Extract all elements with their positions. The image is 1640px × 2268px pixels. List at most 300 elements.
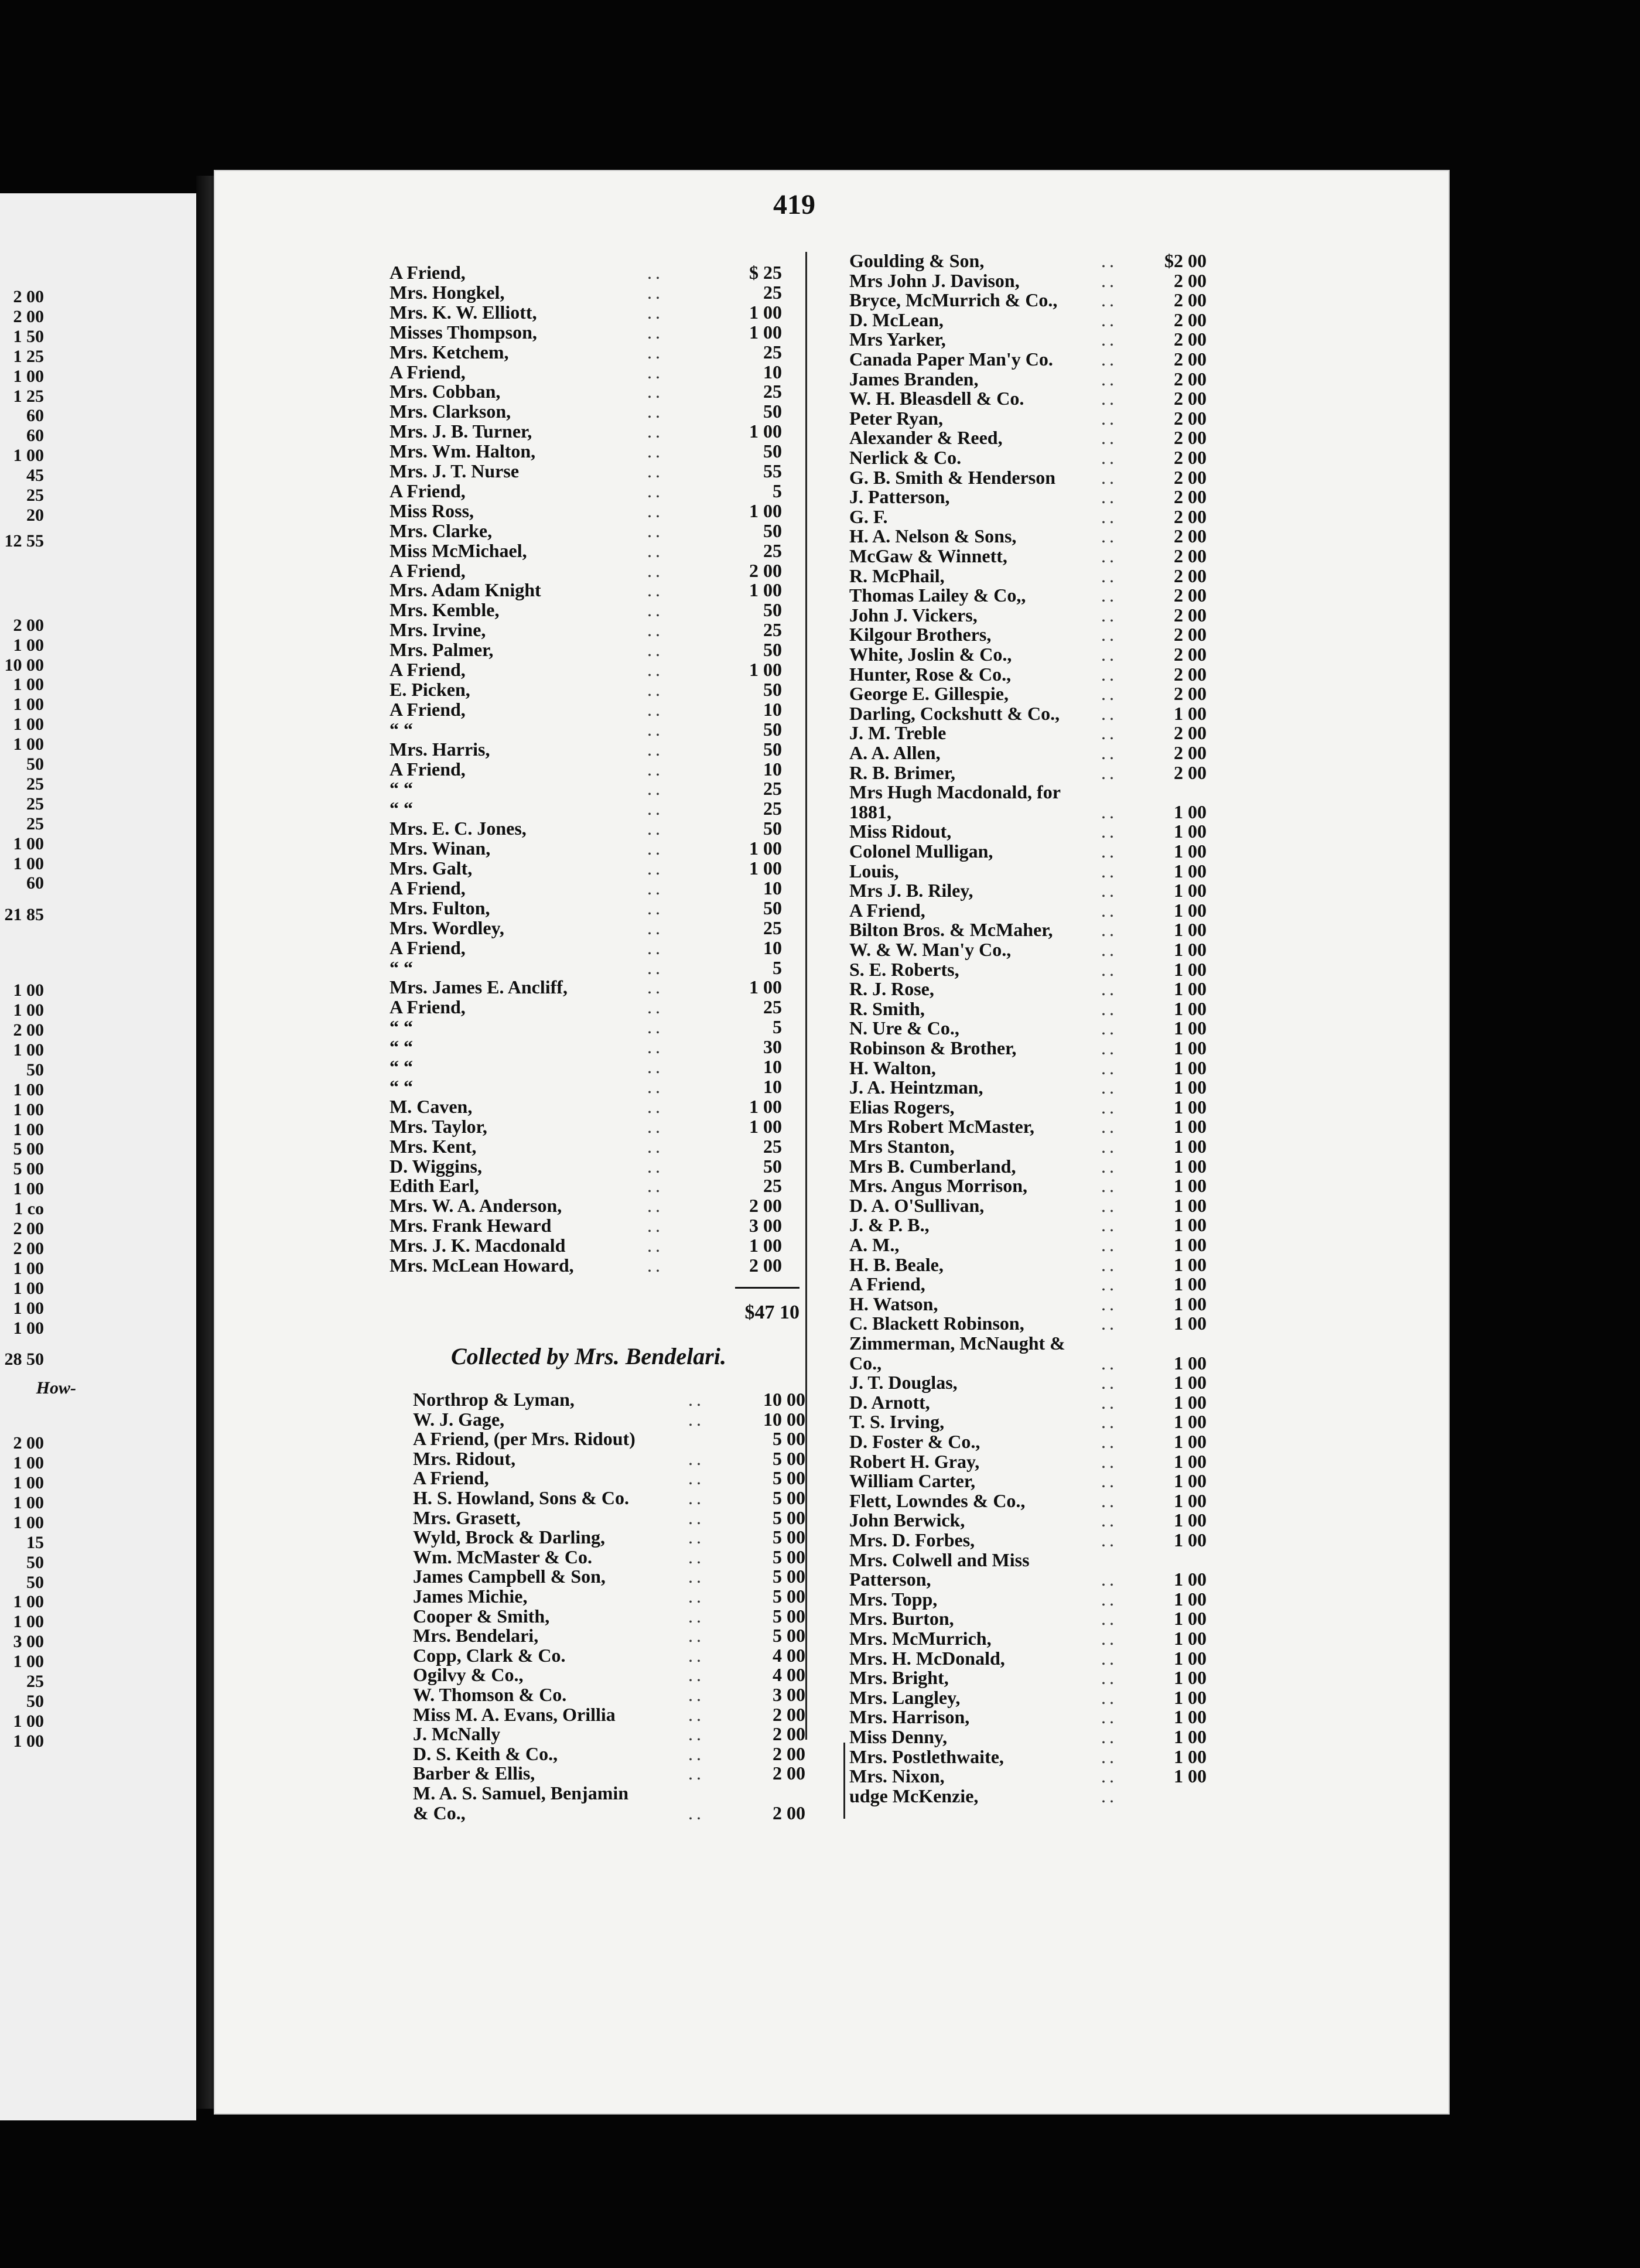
entry-amount: 1 00 xyxy=(749,976,782,998)
entry-name: John J. Vickers, xyxy=(849,604,978,626)
entry-amount: 1 00 xyxy=(1174,1667,1207,1689)
entry-amount: 1 00 xyxy=(749,579,782,601)
entry-amount: 1 00 xyxy=(1174,1234,1207,1255)
entry-name: Mrs. McMurrich, xyxy=(849,1628,992,1649)
left-amount: 45 xyxy=(26,466,44,486)
entry-amount: 1 00 xyxy=(1174,1175,1207,1197)
leader-dots: .. xyxy=(1101,565,1118,586)
leader-dots: .. xyxy=(647,1255,664,1276)
left-amount: 10 00 xyxy=(4,655,44,675)
entry-name: A Friend, xyxy=(390,758,466,780)
entry-amount: 5 00 xyxy=(773,1467,805,1489)
left-amount: 50 xyxy=(26,1552,44,1572)
entry-amount: 10 xyxy=(763,877,782,899)
leader-dots: .. xyxy=(647,659,664,680)
leader-dots: .. xyxy=(1101,1273,1118,1295)
entry-name: A Friend, xyxy=(390,659,466,680)
leader-dots: .. xyxy=(688,1546,705,1567)
entry-amount: 2 00 xyxy=(773,1723,805,1745)
entry-amount: 5 00 xyxy=(773,1546,805,1567)
entry-amount: 2 00 xyxy=(1174,368,1207,390)
leader-dots: .. xyxy=(1101,1785,1118,1806)
leader-dots: .. xyxy=(1101,407,1118,429)
left-amount: 2 00 xyxy=(13,1238,44,1258)
left-amount: 1 co xyxy=(14,1199,44,1219)
entry-name: Mrs. Topp, xyxy=(849,1588,938,1610)
leader-dots: .. xyxy=(1101,880,1118,901)
left-amount: 1 00 xyxy=(13,1119,44,1139)
leader-dots: .. xyxy=(647,579,664,601)
entry-name: Mrs. E. C. Jones, xyxy=(390,818,527,839)
entry-amount: 1 00 xyxy=(1174,1411,1207,1433)
leader-dots: .. xyxy=(1101,939,1118,960)
column-divider xyxy=(805,252,807,1740)
left-page-edge xyxy=(0,193,196,2120)
entry-name: S. E. Roberts, xyxy=(849,958,959,980)
entry-amount: 50 xyxy=(763,818,782,839)
entry-name: Robert H. Gray, xyxy=(849,1450,980,1472)
left-amount: 1 25 xyxy=(13,386,44,406)
entry-name: William Carter, xyxy=(849,1470,976,1492)
leader-dots: .. xyxy=(647,341,664,363)
left-amount: 1 00 xyxy=(13,1652,44,1672)
leader-dots: .. xyxy=(1101,1136,1118,1157)
left-amount: 50 xyxy=(26,1060,44,1080)
column-a-total: $47 10 xyxy=(744,1302,800,1323)
entry-name: A Friend, xyxy=(390,937,466,958)
leader-dots: .. xyxy=(647,262,664,283)
entry-amount: 1 00 xyxy=(749,1115,782,1137)
entry-amount: 2 00 xyxy=(1174,525,1207,547)
entry-name: A Friend, xyxy=(390,480,466,501)
leader-dots: .. xyxy=(1101,644,1118,665)
entry-name: W. & W. Man'y Co., xyxy=(849,939,1012,960)
leader-dots: .. xyxy=(647,1016,664,1038)
leader-dots: .. xyxy=(688,1566,705,1587)
entry-amount: 50 xyxy=(763,639,782,661)
entry-name: Mrs Stanton, xyxy=(849,1136,955,1157)
leader-dots: .. xyxy=(647,1235,664,1256)
left-amount: 1 00 xyxy=(13,1492,44,1512)
entry-name: A. A. Allen, xyxy=(849,742,941,763)
leader-dots: .. xyxy=(647,718,664,740)
entry-amount: $ 25 xyxy=(749,262,782,283)
entry-amount: 1 00 xyxy=(1174,1096,1207,1118)
entry-name: A Friend, xyxy=(849,1273,925,1295)
leader-dots: .. xyxy=(1101,1057,1118,1078)
entry-name: Mrs. McLean Howard, xyxy=(390,1255,574,1276)
left-amount: 1 00 xyxy=(13,635,44,655)
entry-name: H. Walton, xyxy=(849,1057,936,1078)
entry-name: Bilton Bros. & McMaher, xyxy=(849,919,1053,941)
entry-amount: 1 00 xyxy=(1174,1352,1207,1374)
entry-name: H. B. Beale, xyxy=(849,1253,944,1275)
entry-amount: 1 00 xyxy=(1174,1372,1207,1393)
left-amount: 2 00 xyxy=(13,306,44,326)
entry-amount: 1 00 xyxy=(1174,801,1207,822)
leader-dots: .. xyxy=(1101,525,1118,547)
entry-name: Patterson, xyxy=(849,1569,931,1590)
entry-name: J. A. Heintzman, xyxy=(849,1077,983,1098)
entry-name: A Friend, xyxy=(413,1467,489,1489)
leader-dots: .. xyxy=(647,440,664,462)
entry-name: “ “ xyxy=(390,798,413,819)
leader-dots: .. xyxy=(647,500,664,521)
leader-dots: .. xyxy=(647,897,664,918)
entry-name: Thomas Lailey & Co,, xyxy=(849,585,1026,606)
left-amount: 1 00 xyxy=(13,1512,44,1532)
entry-name: Barber & Ellis, xyxy=(413,1763,535,1784)
leader-dots: .. xyxy=(1101,349,1118,370)
entry-name: A Friend, xyxy=(390,361,466,382)
entry-amount: 3 00 xyxy=(749,1215,782,1237)
entry-amount: 1 00 xyxy=(1174,1253,1207,1275)
entry-name: “ “ xyxy=(390,1056,413,1077)
entry-amount: 4 00 xyxy=(773,1644,805,1666)
entry-amount: 1 00 xyxy=(749,1235,782,1256)
entry-name: J. Patterson, xyxy=(849,486,950,508)
entry-name: Elias Rogers, xyxy=(849,1096,955,1118)
entry-amount: 50 xyxy=(763,718,782,740)
left-amount: 2 00 xyxy=(13,615,44,635)
leader-dots: .. xyxy=(1101,1352,1118,1374)
entry-name: C. Blackett Robinson, xyxy=(849,1313,1024,1334)
entry-amount: 1 00 xyxy=(1174,1608,1207,1630)
leader-dots: .. xyxy=(1101,388,1118,409)
leader-dots: .. xyxy=(647,778,664,800)
entry-name: A Friend, (per Mrs. Ridout) xyxy=(413,1428,636,1450)
leader-dots: .. xyxy=(1101,1313,1118,1334)
entry-name: D. S. Keith & Co., xyxy=(413,1743,558,1764)
leader-dots: .. xyxy=(647,1115,664,1137)
entry-name: Mrs. Ridout, xyxy=(413,1447,516,1469)
entry-amount: 1 00 xyxy=(1174,880,1207,901)
entry-name: Mrs. Langley, xyxy=(849,1686,961,1708)
leader-dots: .. xyxy=(1101,1214,1118,1236)
leader-dots: .. xyxy=(1101,250,1118,271)
entry-amount: 50 xyxy=(763,599,782,621)
entry-name: J. M. Treble xyxy=(849,722,947,744)
left-amount: 60 xyxy=(26,426,44,446)
entry-amount: 50 xyxy=(763,738,782,760)
leader-dots: .. xyxy=(647,599,664,621)
leader-dots: .. xyxy=(1101,1116,1118,1138)
entry-amount: 5 xyxy=(773,957,782,978)
leader-dots: .. xyxy=(1101,683,1118,705)
left-amount: 2 00 xyxy=(13,1020,44,1040)
entry-name: J. T. Douglas, xyxy=(849,1372,958,1393)
entry-amount: 2 00 xyxy=(773,1743,805,1764)
entry-name: McGaw & Winnett, xyxy=(849,545,1007,566)
entry-name: Mrs. Winan, xyxy=(390,838,491,859)
leader-dots: .. xyxy=(1101,1588,1118,1610)
entry-amount: 5 xyxy=(773,480,782,501)
entry-name: Mrs. Adam Knight xyxy=(390,579,541,601)
left-amount: 12 55 xyxy=(4,531,44,551)
entry-name: Mrs. W. A. Anderson, xyxy=(390,1195,562,1217)
left-page-amounts xyxy=(0,193,88,2120)
entry-name: Northrop & Lyman, xyxy=(413,1389,575,1410)
leader-dots: .. xyxy=(1101,663,1118,685)
leader-dots: .. xyxy=(1101,1706,1118,1728)
entry-name: Darling, Cockshutt & Co., xyxy=(849,702,1060,724)
entry-name: Hunter, Rose & Co., xyxy=(849,663,1012,685)
entry-name: Mrs. Harris, xyxy=(390,738,490,760)
entry-amount: 1 00 xyxy=(1174,1136,1207,1157)
entry-amount: 25 xyxy=(763,539,782,561)
leader-dots: .. xyxy=(647,520,664,541)
leader-dots: .. xyxy=(1101,958,1118,980)
leader-dots: .. xyxy=(647,738,664,760)
left-amount: 1 00 xyxy=(13,1298,44,1318)
entry-name: Mrs Yarker, xyxy=(849,329,946,350)
entry-amount: 1 00 xyxy=(1174,1765,1207,1787)
leader-dots: .. xyxy=(647,877,664,899)
leader-dots: .. xyxy=(688,1467,705,1489)
left-amount: 1 00 xyxy=(13,735,44,754)
left-amount: 1 00 xyxy=(13,1000,44,1020)
left-amount: 21 85 xyxy=(4,905,44,925)
entry-name: W. Thomson & Co. xyxy=(413,1684,567,1705)
entry-amount: 1 00 xyxy=(1174,1017,1207,1039)
left-amount: 1 00 xyxy=(13,853,44,873)
entry-amount: 2 00 xyxy=(1174,683,1207,705)
leader-dots: .. xyxy=(1101,1234,1118,1255)
leader-dots: .. xyxy=(688,1507,705,1528)
leader-dots: .. xyxy=(688,1703,705,1725)
entry-amount: 2 00 xyxy=(773,1703,805,1725)
leader-dots: .. xyxy=(647,1155,664,1177)
entry-name: Alexander & Reed, xyxy=(849,427,1003,449)
entry-amount: 2 00 xyxy=(1174,663,1207,685)
entry-amount: 25 xyxy=(763,1135,782,1157)
entry-name: Mrs. Ketchem, xyxy=(390,341,509,363)
entry-amount: 55 xyxy=(763,460,782,481)
entry-name: Flett, Lowndes & Co., xyxy=(849,1490,1026,1511)
entry-name: T. S. Irving, xyxy=(849,1411,945,1433)
leader-dots: .. xyxy=(1101,1470,1118,1492)
entry-name: 1881, xyxy=(849,801,891,822)
leader-dots: .. xyxy=(647,281,664,303)
entry-amount: 10 xyxy=(763,758,782,780)
entry-name: Mrs. Kemble, xyxy=(390,599,500,621)
entry-name: Edith Earl, xyxy=(390,1175,479,1197)
leader-dots: .. xyxy=(647,559,664,581)
leader-dots: .. xyxy=(647,1195,664,1217)
entry-name: Kilgour Brothers, xyxy=(849,624,992,645)
entry-name: Mrs. Irvine, xyxy=(390,619,486,641)
leader-dots: .. xyxy=(1101,289,1118,311)
leader-dots: .. xyxy=(1101,1194,1118,1216)
total-rule xyxy=(735,1287,800,1289)
leader-dots: .. xyxy=(647,401,664,422)
left-amount: 1 00 xyxy=(13,1453,44,1473)
entry-amount: 50 xyxy=(763,440,782,462)
leader-dots: .. xyxy=(1101,1667,1118,1689)
leader-dots: .. xyxy=(1101,1175,1118,1197)
entry-amount: 1 00 xyxy=(749,301,782,323)
entry-amount: 2 00 xyxy=(1174,466,1207,488)
leader-dots: .. xyxy=(688,1664,705,1686)
left-amount: 28 50 xyxy=(4,1350,44,1369)
entry-amount: 2 00 xyxy=(749,1195,782,1217)
entry-amount: 50 xyxy=(763,897,782,918)
entry-name: Colonel Mulligan, xyxy=(849,841,993,862)
entry-name: Robinson & Brother, xyxy=(849,1037,1017,1058)
entry-name: J. McNally xyxy=(413,1723,501,1745)
entry-amount: 2 00 xyxy=(773,1802,805,1823)
leader-dots: .. xyxy=(647,1095,664,1117)
entry-name: & Co., xyxy=(413,1802,466,1823)
leader-dots: .. xyxy=(1101,1746,1118,1767)
left-amount: 1 00 xyxy=(13,834,44,853)
entry-amount: 5 00 xyxy=(773,1526,805,1548)
entry-amount: 2 00 xyxy=(1174,742,1207,763)
entry-amount: 2 00 xyxy=(1174,761,1207,783)
leader-dots: .. xyxy=(647,957,664,978)
entry-amount: 2 00 xyxy=(1174,269,1207,291)
left-amount: 50 xyxy=(26,1691,44,1711)
entry-amount: 2 00 xyxy=(1174,407,1207,429)
leader-dots: .. xyxy=(1101,604,1118,626)
entry-name: Mrs. Bendelari, xyxy=(413,1625,539,1647)
entry-amount: 1 00 xyxy=(1174,860,1207,882)
entry-amount: 1 00 xyxy=(749,421,782,442)
leader-dots: .. xyxy=(1101,329,1118,350)
entry-name: Mrs. Galt, xyxy=(390,858,473,879)
entry-name: Mrs. Palmer, xyxy=(390,639,494,661)
entry-name: Mrs. Postlethwaite, xyxy=(849,1746,1004,1767)
entry-name: udge McKenzie, xyxy=(849,1785,979,1806)
left-amount: 1 00 xyxy=(13,1612,44,1632)
entry-amount: 1 00 xyxy=(1174,1057,1207,1078)
leader-dots: .. xyxy=(1101,545,1118,566)
entry-name: A. M., xyxy=(849,1234,900,1255)
left-amount: 1 00 xyxy=(13,366,44,386)
leader-dots: .. xyxy=(647,619,664,641)
left-amount: 20 xyxy=(26,505,44,525)
leader-dots: .. xyxy=(688,1743,705,1764)
leader-dots: .. xyxy=(647,1056,664,1077)
entry-name: H. Watson, xyxy=(849,1293,938,1314)
left-amount: 1 00 xyxy=(13,1040,44,1060)
entry-name: Mrs. Nixon, xyxy=(849,1765,945,1787)
entry-amount: 10 00 xyxy=(763,1389,805,1410)
page-number: 419 xyxy=(773,189,815,220)
entry-amount: 2 00 xyxy=(1174,545,1207,566)
entry-name: D. Arnott, xyxy=(849,1391,930,1413)
leader-dots: .. xyxy=(1101,624,1118,645)
entry-amount: 1 00 xyxy=(1174,1647,1207,1669)
entry-amount: 50 xyxy=(763,401,782,422)
leader-dots: .. xyxy=(1101,1372,1118,1393)
leader-dots: .. xyxy=(1101,1017,1118,1039)
leader-dots: .. xyxy=(1101,1096,1118,1118)
left-amount: 1 00 xyxy=(13,1473,44,1492)
left-amount: 5 00 xyxy=(13,1159,44,1179)
leader-dots: .. xyxy=(647,1075,664,1097)
entry-name: Mrs. Bright, xyxy=(849,1667,949,1689)
entry-name: Miss Ross, xyxy=(390,500,474,521)
left-amount: 25 xyxy=(26,794,44,814)
entry-name: A Friend, xyxy=(390,262,466,283)
leader-dots: .. xyxy=(1101,821,1118,842)
left-amount: 1 00 xyxy=(13,1318,44,1338)
entry-name: Cooper & Smith, xyxy=(413,1605,550,1627)
entry-amount: 25 xyxy=(763,778,782,800)
leader-dots: .. xyxy=(647,698,664,720)
entry-amount: 1 00 xyxy=(1174,841,1207,862)
leader-dots: .. xyxy=(1101,978,1118,1000)
entry-name: M. A. S. Samuel, Benjamin xyxy=(413,1782,629,1804)
leader-dots: .. xyxy=(647,917,664,938)
left-amount: 60 xyxy=(26,406,44,426)
left-amount: 1 00 xyxy=(13,1278,44,1298)
leader-dots: .. xyxy=(688,1586,705,1607)
left-amount: 2 00 xyxy=(13,287,44,306)
entry-amount: 2 00 xyxy=(749,559,782,581)
leader-dots: .. xyxy=(1101,585,1118,606)
leader-dots: .. xyxy=(1101,1490,1118,1511)
entry-amount: 1 00 xyxy=(1174,1313,1207,1334)
entry-amount: 5 00 xyxy=(773,1625,805,1647)
entry-amount: 1 00 xyxy=(1174,1077,1207,1098)
entry-name: Mrs. Kent, xyxy=(390,1135,477,1157)
left-amount: 25 xyxy=(26,486,44,505)
entry-amount: 10 00 xyxy=(763,1408,805,1430)
entry-name: R. J. Rose, xyxy=(849,978,934,1000)
leader-dots: .. xyxy=(688,1487,705,1508)
leader-dots: .. xyxy=(647,1215,664,1237)
entry-name: Miss McMichael, xyxy=(390,539,527,561)
entry-amount: 1 00 xyxy=(1174,1509,1207,1531)
entry-name: Miss Ridout, xyxy=(849,821,952,842)
leader-dots: .. xyxy=(1101,899,1118,921)
leader-dots: .. xyxy=(1101,368,1118,390)
entry-name: R. B. Brimer, xyxy=(849,761,956,783)
entry-amount: 1 00 xyxy=(1174,958,1207,980)
left-amount: 2 00 xyxy=(13,1219,44,1238)
left-amount: 25 xyxy=(26,814,44,834)
entry-amount: 25 xyxy=(763,281,782,303)
entry-amount: 1 00 xyxy=(749,1095,782,1117)
entry-amount: 1 00 xyxy=(1174,1391,1207,1413)
leader-dots: .. xyxy=(1101,1529,1118,1550)
collected-heading: Collected by Mrs. Bendelari. xyxy=(451,1343,726,1369)
entry-amount: 1 00 xyxy=(1174,1569,1207,1590)
entry-amount: 1 00 xyxy=(1174,1529,1207,1550)
leader-dots: .. xyxy=(1101,505,1118,527)
left-amount: 1 00 xyxy=(13,1099,44,1119)
leader-dots: .. xyxy=(647,758,664,780)
entry-amount: 1 00 xyxy=(1174,978,1207,1000)
entry-amount: 5 00 xyxy=(773,1586,805,1607)
entry-amount: 1 00 xyxy=(1174,1194,1207,1216)
entry-name: James Michie, xyxy=(413,1586,528,1607)
entry-amount: 1 00 xyxy=(1174,821,1207,842)
entry-amount: 1 00 xyxy=(1174,1293,1207,1314)
left-amount: 50 xyxy=(26,1572,44,1592)
leader-dots: .. xyxy=(688,1644,705,1666)
leader-dots: .. xyxy=(647,361,664,382)
leader-dots: .. xyxy=(1101,860,1118,882)
entry-name: Mrs. J. T. Nurse xyxy=(390,460,520,481)
entry-name: G. B. Smith & Henderson xyxy=(849,466,1056,488)
leader-dots: .. xyxy=(647,460,664,481)
leader-dots: .. xyxy=(1101,1077,1118,1098)
entry-name: A Friend, xyxy=(849,899,925,921)
entry-amount: 2 00 xyxy=(1174,722,1207,744)
